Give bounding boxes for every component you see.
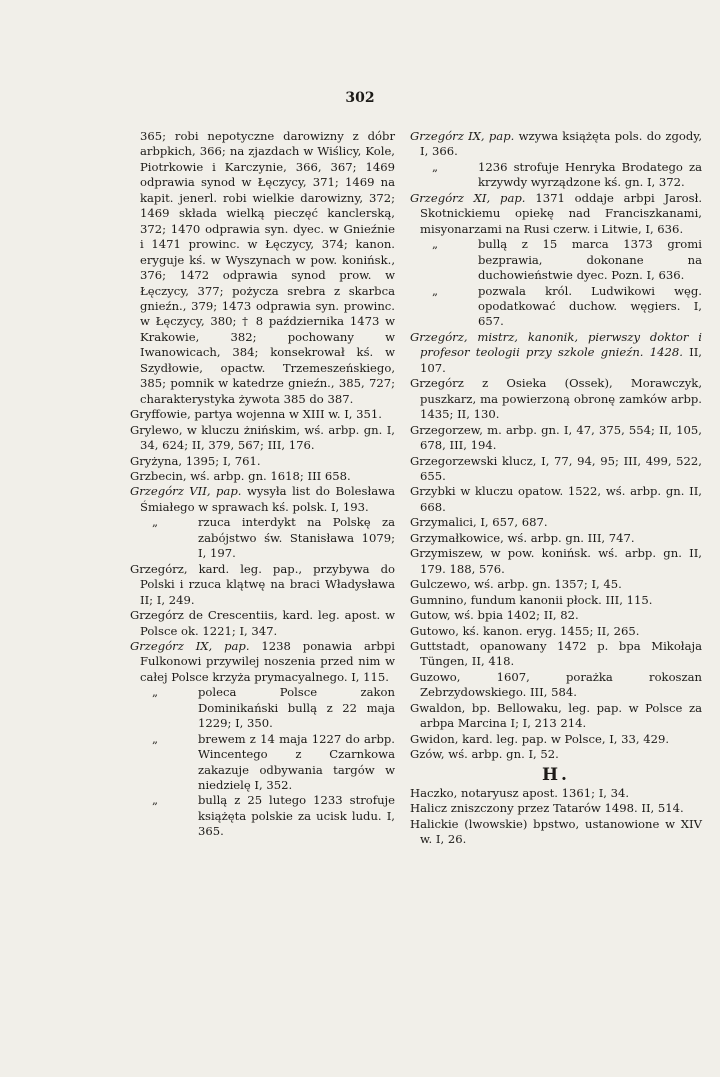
index-entry: Grzybki w kluczu opatow. 1522, wś. arbp. gn. II, 668. (410, 484, 702, 514)
index-entry: „ 1236 strofuje Henryka Brodatego za krzywdy wyrządzone kś. gn. I, 372. (410, 160, 702, 191)
index-entry: Grzegórz XI, pap. 1371 oddaje arbpi Jarosł. Skotnickiemu opiekę nad Franciszkanami, misyonarzami na Rusi czerw. i Litwie, I, 636. (410, 190, 703, 236)
index-entry: 365; robi nepotyczne darowizny z dóbr arbpkich, 366; na zjazdach w Wiślicy, Kole, Piotrkowie i Karczynie, 366, 367; 1469 odprawia synod w Łęczycy, 371; 1469 na kapit. jenerl. robi wielkie darowizny, 372; 1469 składa wielką pieczęć kanclerską, 372; 1470 odprawia syn. dyec. w Gnieźnie i 1471 prowinc. w Łęczycy, 374; kanon. eryguje kś. w Wyszynach w pow. konińsk., 376; 1472 odprawia synod prow. w Łęczycy, 377; pożycza srebra z skarbca gnieźn., 379; 1473 odprawia syn. prowinc. w Łęczycy, 380; † 8 października 1473 w Krakowie, 382; pochowany w Iwanowicach, 384; konsekrował kś. w Szydłowie, opactw. Trzemeszeńskiego, 385; pomnik w katedrze gnieźn., 385, 727; charakterystyka żywota 385 do 387. (140, 129, 395, 406)
index-entry: Halickie (lwowskie) bpstwo, ustanowione w XIV w. I, 26. (410, 816, 702, 847)
entry-headword: Grzegórz VII, pap. (130, 484, 242, 499)
index-entry: „ brewem z 14 maja 1227 do arbp. Wincentego z Czarnkowa zakazuje odbywania targów w niedzielę I, 352. (130, 732, 395, 794)
index-entry: Guzowo, 1607, porażka rokoszan Zebrzydowskiego. III, 584. (410, 669, 702, 700)
index-entry: Halicz zniszczony przez Tatarów 1498. II, 514. (410, 801, 684, 816)
index-entry: Grzegorzew, m. arbp. gn. I, 47, 375, 554; II, 105, 678, III, 194. (410, 422, 702, 453)
entry-headword: Grzegórz IX, pap. (130, 638, 250, 653)
index-entry: Grzegorzewski klucz, I, 77, 94, 95; III, 499, 522, 655. (410, 453, 702, 483)
right-column (410, 129, 702, 848)
index-entry: Grzegórz, kard. leg. pap., przybywa do Polski i rzuca klątwę na braci Władysława II; I, 249. (130, 561, 395, 607)
index-entry: Haczko, notaryusz apost. 1361; I, 34. (410, 786, 630, 801)
left-column (130, 129, 395, 840)
ditto-mark: „ (432, 237, 439, 252)
ditto-mark: „ (432, 283, 439, 298)
index-entry: Grzegórz, mistrz, kanonik, pierwszy doktor i profesor teologii przy szkole gnieźn. 1428. II, 107. (410, 329, 702, 375)
entry-headword: Grzegórz, mistrz, kanonik, pierwszy doktor i profesor teologii przy szkole gnieźn. 1428. (410, 329, 702, 360)
index-entry: Gwaldon, bp. Bellowaku, leg. pap. w Polsce za arbpa Marcina I; I, 213 214. (410, 700, 702, 731)
entry-headword: Grzegórz IX, pap. (410, 129, 515, 143)
index-entry: Gutowo, kś. kanon. eryg. 1455; II, 265. (410, 623, 640, 638)
ditto-mark: „ (152, 793, 159, 808)
index-entry: „ bullą z 25 lutego 1233 strofuje książęta polskie za ucisk ludu. I, 365. (130, 793, 395, 839)
index-entry: Guttstadt, opanowany 1472 p. bpa Mikołaja Tüngen, II, 418. (410, 638, 702, 669)
ditto-mark: „ (152, 685, 159, 700)
index-entry: Gutow, wś. bpia 1402; II, 82. (410, 608, 579, 623)
index-entry: Grzbecin, wś. arbp. gn. 1618; III 658. (130, 468, 351, 483)
index-entry: Grzymiszew, w pow. konińsk. wś. arbp. gn. II, 179. 188, 576. (410, 546, 702, 576)
index-entry: „ pozwala król. Ludwikowi węg. opodatkować duchow. węgiers. I, 657. (410, 284, 702, 330)
entry-headword: Grzegórz XI, pap. (410, 190, 526, 205)
page-number: 302 (345, 90, 375, 106)
section-letter-heading: H. (542, 764, 570, 785)
index-entry: Gwidon, kard. leg. pap. w Polsce, I, 33, 429. (410, 731, 670, 746)
index-entry: Grylewo, w kluczu żnińskim, wś. arbp. gn. I, 34, 624; II, 379, 567; III, 176. (130, 422, 395, 453)
index-entry: Grzegórz de Crescentiis, kard. leg. apost. w Polsce ok. 1221; I, 347. (130, 608, 395, 638)
index-entry: Grzegórz IX, pap. wzywa książęta pols. do zgody, I, 366. (410, 129, 703, 159)
index-entry: „ poleca Polsce zakon Dominikański bullą z 22 maja 1229; I, 350. (130, 685, 395, 731)
index-entry: Grzegórz IX, pap. 1238 ponawia arbpi Fulkonowi przywilej noszenia przed nim w całej Polsce krzyża prymacyalnego. I, 115. (130, 638, 395, 684)
index-entry: Gumnino, fundum kanonii płock. III, 115. (410, 592, 653, 607)
ditto-mark: „ (432, 159, 439, 174)
index-entry: Grzegórz z Osieka (Ossek), Morawczyk, puszkarz, ma powierzoną obronę zamków arbp. 1435; II, 130. (410, 376, 702, 422)
index-entry: „ bullą z 15 marca 1373 gromi bezprawia, dokonane na duchowieństwie dyec. Pozn. I, 636. (410, 237, 702, 283)
ditto-mark: „ (152, 515, 159, 530)
index-entry: Gryżyna, 1395; I, 761. (130, 453, 261, 468)
index-entry: Gzów, wś. arbp. gn. I, 52. (410, 747, 559, 762)
index-entry: Gulczewo, wś. arbp. gn. 1357; I, 45. (410, 577, 622, 592)
index-entry: Grzegórz VII, pap. wysyła list do Bolesława Śmiałego w sprawach kś. polsk. I, 193. (130, 484, 396, 514)
index-entry: Gryffowie, partya wojenna w XIII w. I, 351. (130, 407, 382, 422)
index-entry: „ rzuca interdykt na Polskę za zabójstwo św. Stanisława 1079; I, 197. (130, 515, 395, 561)
ditto-mark: „ (152, 731, 159, 746)
index-entry: Grzymałkowice, wś. arbp. gn. III, 747. (410, 530, 635, 545)
index-entry: Grzymalici, I, 657, 687. (410, 515, 548, 530)
